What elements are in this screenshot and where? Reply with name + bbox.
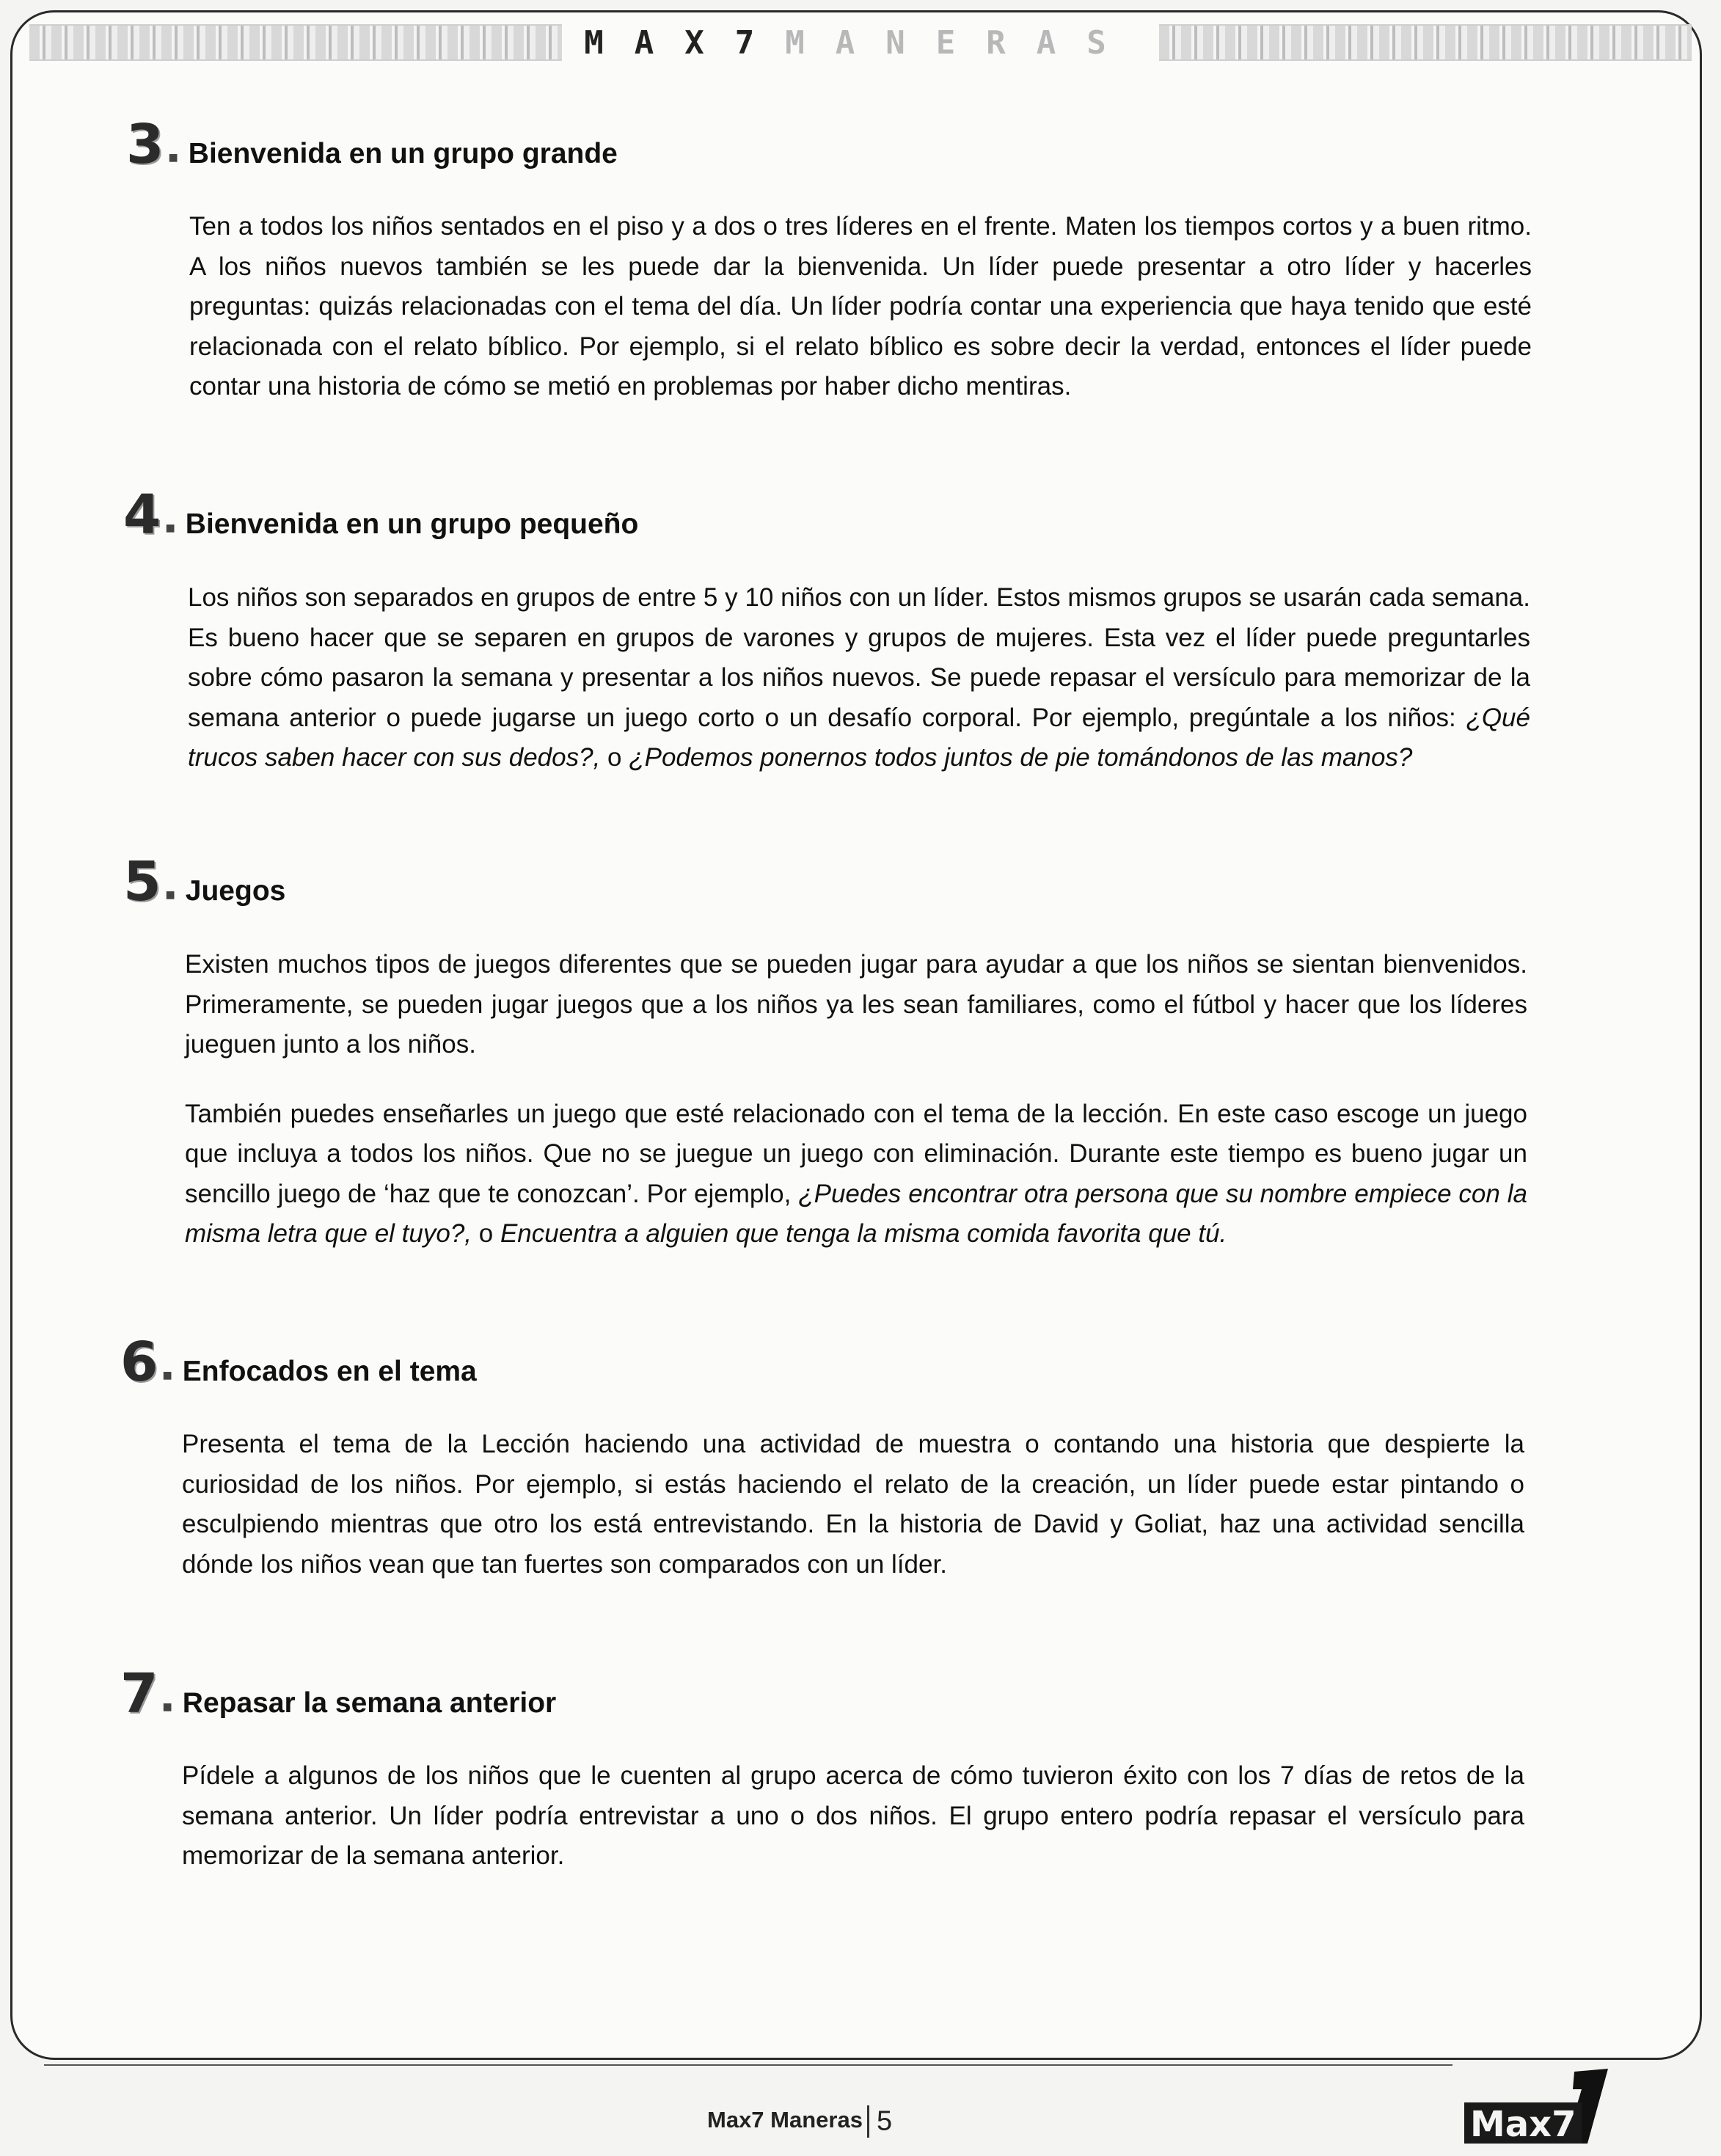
section-4-heading <box>123 483 639 547</box>
footer-rule <box>44 2064 1453 2066</box>
header-band <box>29 16 1692 69</box>
paragraph <box>185 1095 1527 1254</box>
section-7-heading <box>120 1662 557 1725</box>
section-number: 7 <box>120 1662 158 1725</box>
section-number: 4 <box>123 483 161 547</box>
section-5-heading <box>123 850 286 913</box>
paragraph-italic: ¿Puedes encontrar otra persona que su nombre empiece con la misma letra que el tuyo?, <box>185 1179 1527 1248</box>
paragraph-italic: Encuentra a alguien que tenga la misma comida favorita que tú. <box>500 1219 1227 1248</box>
paragraph-text: Los niños son separados en grupos de entre 5 y 10 niños con un líder. Estos mismos grupos se usarán cada semana. Es bueno hacer que se separen en grupos de varones y grupos de mujeres. Esta vez el líder puede preguntarles sobre cómo pasaron la semana y presentar a los niños nuevos. Se puede repasar el versículo para memorizar de la semana anterior o puede jugarse un juego corto o un desafío corporal. Por ejemplo, pregúntale a los niños: <box>188 583 1530 732</box>
section-3-heading <box>126 113 618 176</box>
section-title: Juegos <box>185 875 286 907</box>
paragraph-italic: ¿Podemos ponernos todos juntos de pie tomándonos de las manos? <box>629 743 1413 772</box>
page-number: 5 <box>876 2105 893 2137</box>
footer-book-title: Max7 Maneras <box>707 2107 863 2133</box>
bullet-icon: ■ <box>162 1698 172 1716</box>
section-title: Repasar la semana anterior <box>182 1687 557 1719</box>
paragraph-join: o <box>600 743 629 772</box>
header-title-faded: MANERAS <box>785 23 1137 62</box>
bullet-icon: ■ <box>165 519 175 537</box>
paragraph-join: o <box>472 1219 500 1248</box>
header-band-right <box>1159 24 1692 61</box>
section-title: Bienvenida en un grupo pequeño <box>185 508 639 540</box>
paragraph: Existen muchos tipos de juegos diferentes que se pueden jugar para ayudar a que los niños se sientan bienvenidos. Primeramente, se pueden jugar juegos que a los niños ya les sean familiares, como el fútbol y hacer que los líderes jueguen junto a los niños. <box>185 950 1527 1059</box>
bullet-icon: ■ <box>168 148 178 167</box>
section-5-body <box>185 945 1527 1284</box>
bullet-icon: ■ <box>162 1366 172 1384</box>
bullet-icon: ■ <box>165 885 175 904</box>
section-number: 5 <box>123 850 161 913</box>
footer-separator <box>867 2105 869 2138</box>
paragraph-italic: ¿Qué trucos saben hacer con sus dedos?, <box>188 703 1530 772</box>
paragraph: Pídele a algunos de los niños que le cuenten al grupo acerca de cómo tuvieron éxito con los 7 días de retos de la semana anterior. Un líder podría entrevistar a uno o dos niños. El grupo entero podría repasar el versículo para memorizar de la semana anterior. <box>182 1761 1524 1870</box>
logo-text: Max7 <box>1470 2104 1576 2145</box>
section-number: 3 <box>126 113 164 176</box>
paragraph: Presenta el tema de la Lección haciendo una actividad de muestra o contando una historia que despierte la curiosidad de los niños. Por ejemplo, si estás haciendo el relato de la creación, un líder puede estar pintando o esculpiendo mientras que otro los está entrevistando. En la historia de David y Goliat, haz una actividad sencilla dónde los niños vean que tan fuertes son comparados con un líder. <box>182 1430 1524 1579</box>
footer <box>707 2105 892 2138</box>
paragraph-text: También puedes enseñarles un juego que esté relacionado con el tema de la lección. En este caso escoge un juego que incluya a todos los niños. Que no se juegue un juego con eliminación. Durante este tiempo es bueno jugar un sencillo juego de ‘haz que te conozcan’. Por ejemplo, <box>185 1099 1527 1208</box>
section-3-body <box>189 207 1532 436</box>
section-7-body <box>182 1756 1524 1906</box>
section-title: Bienvenida en un grupo grande <box>188 138 618 169</box>
max7-logo <box>1464 2067 1611 2148</box>
section-title: Enfocados en el tema <box>182 1356 477 1387</box>
header-title-dark: MAX7 <box>584 23 786 62</box>
section-number: 6 <box>120 1331 158 1394</box>
header-band-left <box>29 24 562 61</box>
section-4-body <box>188 578 1530 808</box>
header-title <box>562 24 1158 62</box>
section-6-body <box>182 1425 1524 1614</box>
section-6-heading <box>120 1331 477 1394</box>
paragraph: Ten a todos los niños sentados en el piso y a dos o tres líderes en el frente. Maten los tiempos cortos y a buen ritmo. A los niños nuevos también se les puede dar la bienvenida. Un líder puede presentar a otro líder y hacerles preguntas: quizás relacionadas con el tema del día. Un líder podría contar una experiencia que haya tenido que esté relacionada con el relato bíblico. Por ejemplo, si el relato bíblico es sobre decir la verdad, entonces el líder puede contar una historia de cómo se metió en problemas por haber dicho mentiras. <box>189 212 1532 401</box>
paragraph <box>188 578 1530 778</box>
